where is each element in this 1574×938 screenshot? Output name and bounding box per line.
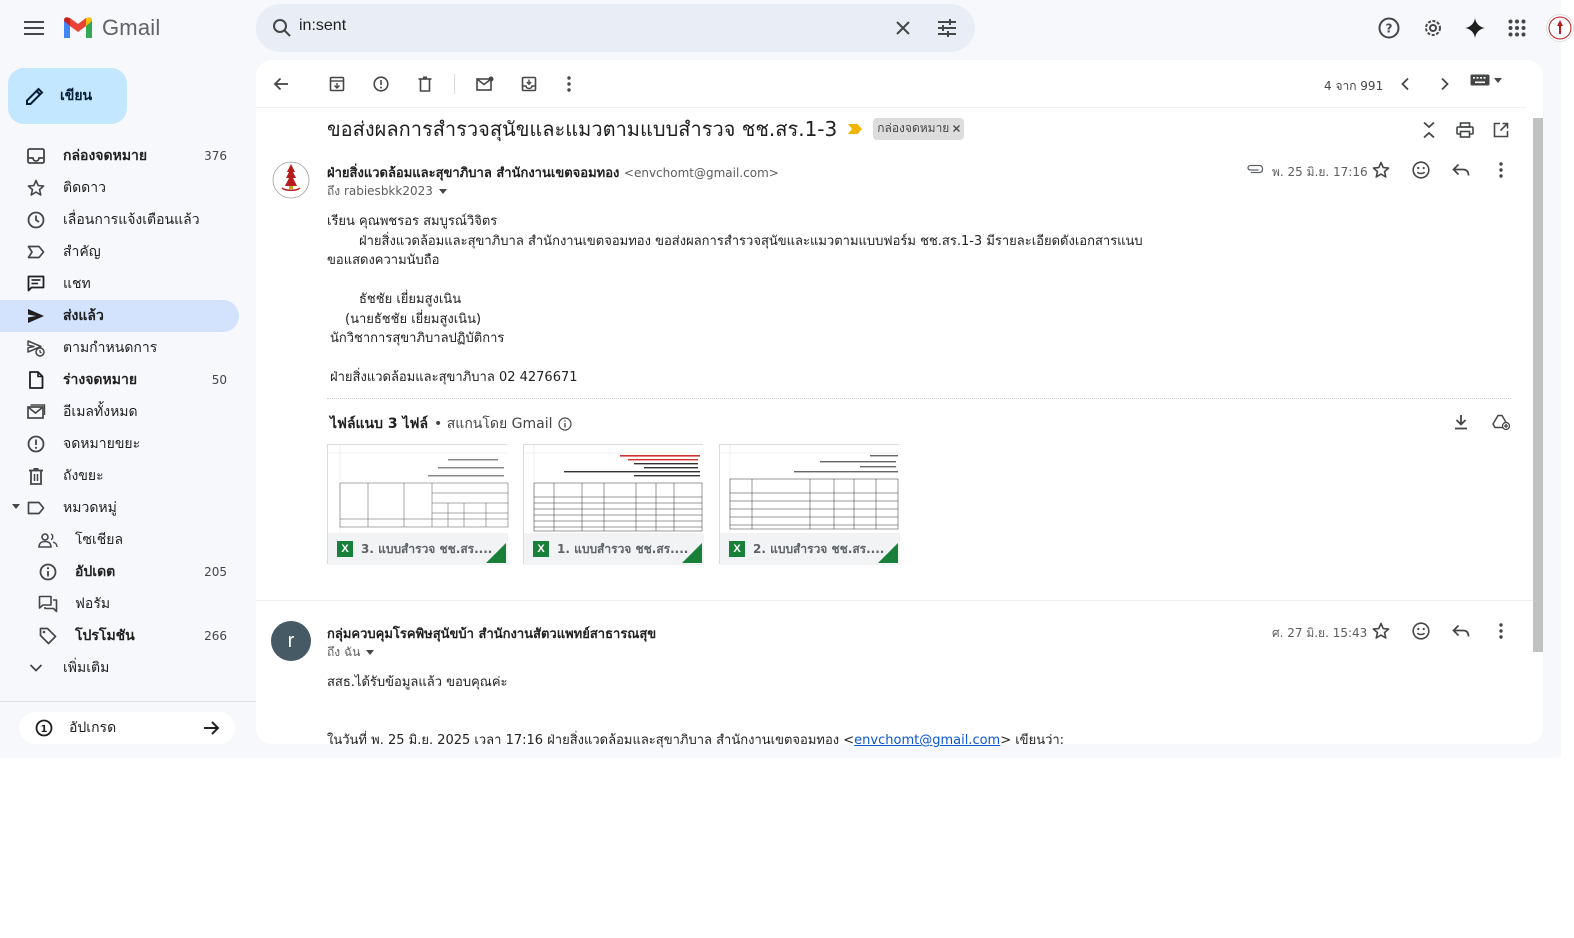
clear-search-button[interactable] <box>887 12 919 44</box>
archive-button[interactable] <box>317 64 357 104</box>
attachment-footer <box>524 533 704 565</box>
chevron-left-icon <box>1400 77 1410 91</box>
open-in-new-icon <box>1493 122 1509 138</box>
remove-label-icon[interactable] <box>953 125 960 132</box>
sidebar-item-label: หมวดหมู่ <box>63 500 117 516</box>
compose-button[interactable] <box>8 68 127 124</box>
spreadsheet-preview <box>524 445 704 533</box>
excel-icon: X <box>533 541 549 557</box>
chat-icon <box>26 274 46 294</box>
collapse-all-button[interactable] <box>1413 114 1445 146</box>
all-mail-icon <box>26 402 46 422</box>
sender-name-line[interactable] <box>327 162 779 183</box>
forum-icon <box>38 594 58 614</box>
print-button[interactable] <box>1449 114 1481 146</box>
sidebar-item-label: ส่งแล้ว <box>63 308 104 324</box>
quote-prefix: ในวันที่ พ. 25 มิ.ย. 2025 เวลา 17:16 ฝ่ายสิ่งแวดล้อมและสุขาภิบาล สำนักงานเขตจอมทอง < <box>327 733 855 748</box>
excel-icon: X <box>729 541 745 557</box>
file-corner-icon <box>486 543 506 563</box>
message-more-button[interactable] <box>1485 154 1517 186</box>
upgrade-label: อัปเกรด <box>69 720 117 736</box>
chevron-down-icon <box>26 658 46 678</box>
reply-icon <box>1452 163 1470 177</box>
body-greeting: เรียน คุณพชรอร สมบูรณ์วิจิตร <box>327 214 498 229</box>
attachments-header <box>330 413 572 435</box>
sidebar-item-more[interactable] <box>0 652 239 684</box>
body-signature-name: ธัชชัย เยี่ยมสูงเนิน <box>359 292 462 307</box>
sidebar-item-label: เลื่อนการแจ้งเตือนแล้ว <box>63 212 200 228</box>
sidebar-item-label: ร่างจดหมาย <box>63 372 138 388</box>
more-vert-icon <box>567 76 571 92</box>
search-options-button[interactable] <box>931 12 963 44</box>
sidebar-item-label: ฟอรัม <box>75 596 111 612</box>
arrow-back-icon <box>273 76 289 92</box>
move-to-button[interactable] <box>509 64 549 104</box>
close-icon <box>895 20 911 36</box>
message-date[interactable]: ศ. 27 มิ.ย. 15:43 <box>1272 626 1368 640</box>
sidebar-item-label: สำคัญ <box>63 244 101 260</box>
recipients-line[interactable] <box>327 182 447 201</box>
gmail-m-icon <box>62 16 94 40</box>
star-button[interactable] <box>1365 154 1397 186</box>
excel-icon: X <box>337 541 353 557</box>
add-to-drive-icon <box>1492 414 1510 430</box>
attachment-icon <box>1246 164 1264 174</box>
drafts-count: 50 <box>211 373 227 387</box>
info-icon[interactable] <box>558 417 572 431</box>
sender-email: <envchomt@gmail.com> <box>623 166 779 180</box>
sidebar-item-label: อัปเดต <box>75 564 116 580</box>
search-icon <box>272 18 292 38</box>
caret-down-icon <box>366 650 374 655</box>
collapse-caret-icon[interactable] <box>12 504 20 509</box>
promotions-count: 266 <box>204 629 227 643</box>
sidebar-nav <box>0 140 256 684</box>
avatar-letter: r <box>287 629 295 652</box>
more-vert-icon <box>1499 162 1503 178</box>
svg-text:1: 1 <box>40 724 48 735</box>
spam-icon <box>26 434 46 454</box>
sidebar-item-sent[interactable] <box>0 300 239 332</box>
attachment-name: 1. แบบสำรวจ ชช.สร.... <box>557 541 689 556</box>
inbox-label-chip[interactable] <box>873 118 964 140</box>
gmail-wordmark: Gmail <box>102 15 161 40</box>
save-to-drive-button[interactable] <box>1485 406 1517 438</box>
help-icon <box>1378 17 1400 39</box>
sidebar-item-label: ติดดาว <box>63 180 106 196</box>
sender-name: กลุ่มควบคุมโรคพิษสุนัขบ้า สำนักงานสัตวแพทย์สาธารณสุข <box>327 627 657 642</box>
reply-button[interactable] <box>1445 154 1477 186</box>
body-paragraph: ฝ่ายสิ่งแวดล้อมและสุขาภิบาล สำนักงานเขตจอมทอง ขอส่งผลการสำรวจสุนัขและแมวตามแบบฟอร์ม ชช.สร.1-3 มีรายละเอียดดังเอกสารแนบ <box>359 234 1143 249</box>
sidebar-item-label: โปรโมชัน <box>75 628 135 644</box>
sender-avatar[interactable] <box>271 621 311 661</box>
toolbar-separator <box>454 74 455 94</box>
org-seal-icon <box>1548 16 1572 40</box>
more-options-button[interactable] <box>549 64 589 104</box>
sidebar-item-label: แชท <box>63 276 91 292</box>
help-button[interactable] <box>1369 8 1409 48</box>
important-marker-icon[interactable] <box>847 123 863 135</box>
sidebar-item-important[interactable] <box>0 236 239 268</box>
important-icon <box>26 242 46 262</box>
sender-name: ฝ่ายสิ่งแวดล้อมและสุขาภิบาล สำนักงานเขตจอมทอง <box>327 166 620 181</box>
attachment-name: 2. แบบสำรวจ ชช.สร.... <box>753 541 885 556</box>
quote-email-link[interactable]: envchomt@gmail.com <box>854 733 1001 748</box>
file-corner-icon <box>682 543 702 563</box>
scrollbar-thumb[interactable] <box>1533 118 1543 652</box>
label-icon <box>26 498 46 518</box>
apps-icon <box>1508 19 1526 37</box>
sidebar-item-categories[interactable] <box>0 492 239 524</box>
updates-count: 205 <box>204 565 227 579</box>
upgrade-button[interactable] <box>19 712 235 744</box>
message-toolbar <box>256 60 1526 108</box>
sidebar-item-starred[interactable] <box>0 172 239 204</box>
recipients-line[interactable] <box>327 643 374 662</box>
svg-text:?: ? <box>1385 21 1393 36</box>
caret-down-icon <box>1494 78 1502 83</box>
arrow-right-icon <box>201 718 221 738</box>
reply-button[interactable] <box>1445 615 1477 647</box>
caret-down-icon <box>439 189 447 194</box>
file-corner-icon <box>878 543 898 563</box>
menu-icon <box>24 20 44 36</box>
tune-icon <box>937 19 957 37</box>
search-bar[interactable] <box>256 4 975 52</box>
people-icon <box>38 530 58 550</box>
reply-icon <box>1452 624 1470 638</box>
sidebar-item-label: ถังขยะ <box>63 468 104 484</box>
thread-subject <box>327 113 964 145</box>
message-view <box>256 60 1543 748</box>
sidebar-item-trash[interactable] <box>0 460 239 492</box>
sidebar-item-label: โซเชียล <box>75 532 124 548</box>
recipients-text: ถึง ฉัน <box>327 645 361 659</box>
newer-button[interactable] <box>1385 64 1425 104</box>
chevron-right-icon <box>1440 77 1450 91</box>
attachments-scan-note: • สแกนโดย Gmail <box>434 416 553 432</box>
info-icon <box>38 562 58 582</box>
account-avatar[interactable] <box>1546 14 1574 42</box>
quote-header <box>327 729 1064 750</box>
older-button[interactable] <box>1425 64 1465 104</box>
attachments-count: ไฟล์แนบ 3 ไฟล์ <box>330 416 429 432</box>
body-signature-fullname: (นายธัชชัย เยี่ยมสูงเนิน) <box>345 312 482 327</box>
more-vert-icon <box>1499 623 1503 639</box>
attachment-footer <box>720 533 900 565</box>
body-signature-contact: ฝ่ายสิ่งแวดล้อมและสุขาภิบาล 02 4276671 <box>330 370 578 385</box>
spreadsheet-preview <box>328 445 508 533</box>
attachment-card[interactable] <box>327 444 507 564</box>
trash-icon <box>418 76 432 92</box>
body-closing: ขอแสดงความนับถือ <box>327 253 440 268</box>
mark-unread-button[interactable] <box>465 64 505 104</box>
attachment-footer <box>328 533 508 565</box>
subject-title: ขอส่งผลการสำรวจสุนัขและแมวตามแบบสำรวจ ชช.สร.1-3 <box>327 117 838 141</box>
search-input[interactable]: in:sent <box>299 17 347 34</box>
attachment-card[interactable] <box>523 444 703 564</box>
body-text: สสธ.ได้รับข้อมูลแล้ว ขอบคุณค่ะ <box>327 675 508 690</box>
sidebar-item-snoozed[interactable] <box>0 204 239 236</box>
attachment-name: 3. แบบสำรวจ ชช.สร.... <box>361 541 493 556</box>
star-icon <box>1372 622 1390 640</box>
apps-button[interactable] <box>1497 8 1537 48</box>
message-more-button[interactable] <box>1485 615 1517 647</box>
sidebar-item-scheduled[interactable] <box>0 332 239 364</box>
sender-avatar[interactable] <box>271 160 311 200</box>
main-menu-button[interactable] <box>14 8 54 48</box>
pencil-icon <box>24 85 46 107</box>
send-icon <box>26 306 46 326</box>
emoji-icon <box>1412 161 1430 179</box>
sidebar-item-forums[interactable] <box>0 588 239 620</box>
upgrade-info-icon <box>35 719 53 737</box>
attachment-card[interactable] <box>719 444 899 564</box>
attachments-divider <box>327 398 1511 399</box>
trash-icon <box>26 466 46 486</box>
archive-icon <box>329 76 345 92</box>
sidebar-item-label: ตามกำหนดการ <box>63 340 158 356</box>
star-button[interactable] <box>1365 615 1397 647</box>
add-reaction-button[interactable] <box>1405 615 1437 647</box>
delete-button[interactable] <box>405 64 445 104</box>
back-button[interactable] <box>261 64 301 104</box>
draft-icon <box>26 370 46 390</box>
print-icon <box>1456 122 1474 138</box>
search-button[interactable] <box>266 12 298 44</box>
sidebar-divider <box>0 701 256 702</box>
sidebar-item-promotions[interactable] <box>0 620 239 652</box>
download-icon <box>1454 414 1468 430</box>
sender-name-line[interactable] <box>327 623 656 644</box>
keyboard-icon <box>1470 74 1490 86</box>
tag-icon <box>38 626 58 646</box>
open-new-window-button[interactable] <box>1485 114 1517 146</box>
sidebar-item-drafts[interactable] <box>0 364 239 396</box>
org-seal-icon <box>271 160 311 200</box>
sidebar-item-label: อีเมลทั้งหมด <box>63 404 138 420</box>
body-signature-title: นักวิชาการสุขาภิบาลปฏิบัติการ <box>330 331 505 346</box>
input-tools-button[interactable] <box>1470 74 1502 86</box>
sidebar-item-inbox[interactable] <box>0 140 239 172</box>
sidebar-item-label: กล่องจดหมาย <box>63 148 148 164</box>
scheduled-icon <box>26 338 46 358</box>
sidebar-item-label: เพิ่มเติม <box>63 660 110 676</box>
spreadsheet-preview <box>720 445 900 533</box>
sidebar-item-label: จดหมายขยะ <box>63 436 141 452</box>
mark-unread-icon <box>476 76 494 92</box>
inbox-icon <box>26 146 46 166</box>
clock-icon <box>26 210 46 230</box>
add-reaction-button[interactable] <box>1405 154 1437 186</box>
gemini-button[interactable] <box>1455 8 1495 48</box>
settings-button[interactable] <box>1413 8 1453 48</box>
message-divider <box>256 600 1533 601</box>
unfold-less-icon <box>1422 121 1436 139</box>
gmail-logo[interactable] <box>62 14 160 42</box>
sidebar-item-social[interactable] <box>0 524 239 556</box>
pagination-text: 4 จาก 991 <box>1324 79 1384 93</box>
star-icon <box>26 178 46 198</box>
compose-label: เขียน <box>60 88 93 104</box>
star-icon <box>1372 161 1390 179</box>
sidebar-item-all-mail[interactable] <box>0 396 239 428</box>
download-all-button[interactable] <box>1445 406 1477 438</box>
move-to-inbox-icon <box>521 76 537 92</box>
sidebar-item-spam[interactable] <box>0 428 239 460</box>
inbox-count: 376 <box>204 149 227 163</box>
emoji-icon <box>1412 622 1430 640</box>
settings-icon <box>1422 17 1444 39</box>
sidebar-item-chat[interactable] <box>0 268 239 300</box>
quote-suffix: > เขียนว่า: <box>1000 733 1065 748</box>
gemini-icon <box>1464 17 1486 39</box>
message-date[interactable]: พ. 25 มิ.ย. 17:16 <box>1272 165 1368 179</box>
report-icon <box>373 76 389 92</box>
sidebar-item-updates[interactable] <box>0 556 239 588</box>
recipients-text: ถึง rabiesbkk2023 <box>327 184 433 198</box>
report-spam-button[interactable] <box>361 64 401 104</box>
label-chip-text: กล่องจดหมาย <box>877 121 950 135</box>
